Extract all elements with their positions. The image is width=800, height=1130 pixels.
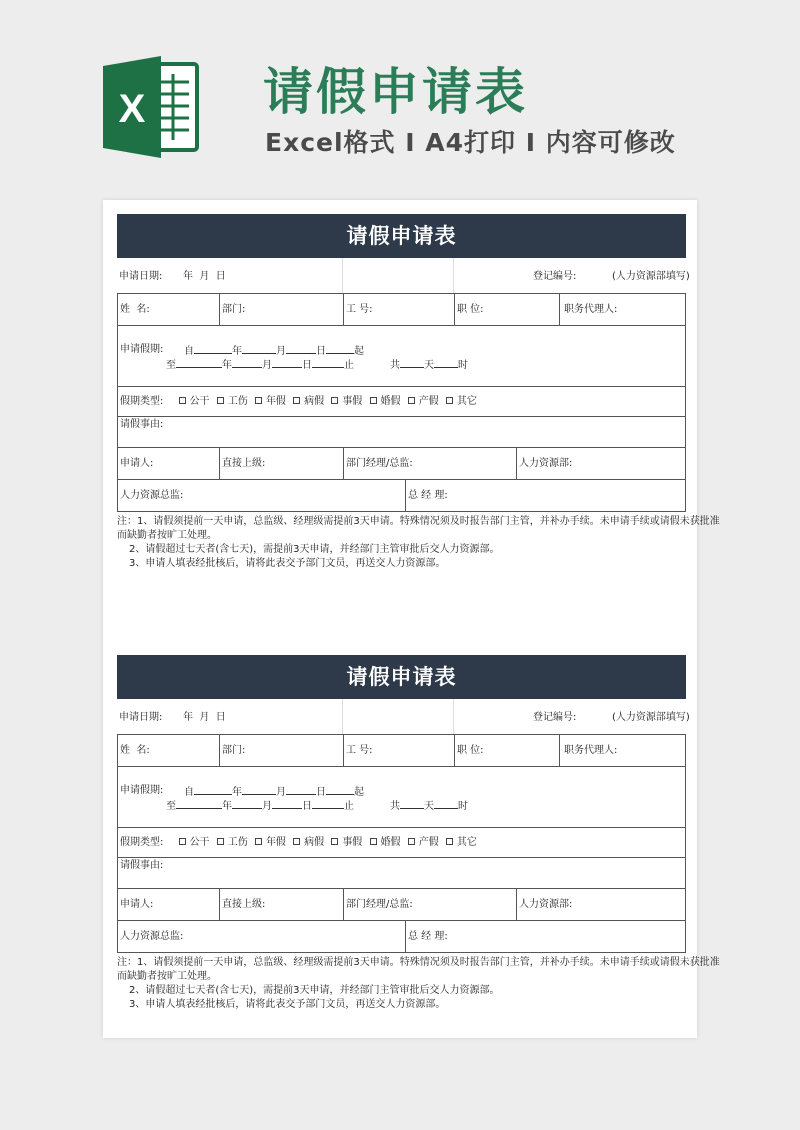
reg-label: 登记编号: [533, 712, 577, 723]
period-row [117, 326, 686, 387]
hr-field[interactable]: 人力资源部: [519, 458, 573, 469]
signature-row [117, 448, 686, 480]
hr-director-field[interactable]: 人力资源总监: [120, 490, 184, 501]
agent-field[interactable]: 职务代理人: [564, 745, 618, 756]
supervisor-field[interactable]: 直接上级: [222, 899, 266, 910]
page-title: 请假申请表 [263, 63, 528, 121]
gm-field[interactable]: 总 经 理: [408, 931, 448, 942]
reason-field[interactable]: 请假事由: [120, 860, 164, 871]
leave-type-row [117, 828, 686, 858]
supervisor-field[interactable]: 直接上级: [222, 458, 266, 469]
checkbox[interactable] [370, 838, 377, 845]
leave-form-1 [117, 214, 720, 571]
empno-field[interactable]: 工 号: [346, 745, 373, 756]
date-label: 申请日期: [119, 271, 163, 282]
period-end[interactable]: 至 年 月 日 止 [166, 801, 354, 812]
period-start[interactable]: 自 年 月 日 起 [184, 787, 364, 798]
note-line: 而缺勤者按旷工处理。 [117, 971, 217, 982]
checkbox[interactable] [331, 838, 338, 845]
checkbox[interactable] [446, 838, 453, 845]
leave-type-options: 假期类型: 公干 工伤 年假 病假 事假 婚假 产假 其它 [120, 396, 477, 407]
date-row [117, 699, 690, 735]
excel-logo-icon [103, 52, 199, 162]
date-value[interactable]: 年 月 日 [183, 712, 226, 723]
period-total[interactable]: 共 天 时 [390, 360, 468, 371]
leave-type-label: 假期类型: [120, 396, 164, 407]
empno-field[interactable]: 工 号: [346, 304, 373, 315]
manager-field[interactable]: 部门经理/总监: [346, 458, 413, 469]
dept-field[interactable]: 部门: [222, 304, 246, 315]
reg-note: (人力资源部填写) [612, 271, 690, 282]
gm-field[interactable]: 总 经 理: [408, 490, 448, 501]
checkbox[interactable] [255, 838, 262, 845]
checkbox[interactable] [408, 838, 415, 845]
checkbox[interactable] [179, 838, 186, 845]
reason-row [117, 858, 686, 889]
leave-form-2 [117, 655, 720, 1012]
period-total[interactable]: 共 天 时 [390, 801, 468, 812]
dept-field[interactable]: 部门: [222, 745, 246, 756]
manager-field[interactable]: 部门经理/总监: [346, 899, 413, 910]
document-paper [103, 200, 720, 1038]
hr-field[interactable]: 人力资源部: [519, 899, 573, 910]
note-line: 而缺勤者按旷工处理。 [117, 530, 217, 541]
notes [117, 512, 720, 571]
period-row [117, 767, 686, 828]
period-label: 申请假期: [120, 785, 164, 796]
hr-director-field[interactable]: 人力资源总监: [120, 931, 184, 942]
checkbox[interactable] [370, 397, 377, 404]
leave-type-row [117, 387, 686, 417]
checkbox[interactable] [255, 397, 262, 404]
period-label: 申请假期: [120, 344, 164, 355]
date-value[interactable]: 年 月 日 [183, 271, 226, 282]
applicant-field[interactable]: 申请人: [120, 458, 154, 469]
name-row [117, 735, 686, 767]
logo-letter: X [118, 87, 146, 131]
name-field[interactable]: 姓 名: [120, 745, 150, 756]
note-line: 3、申请人填表经批核后，请将此表交予部门文员，再送交人力资源部。 [129, 999, 446, 1010]
agent-field[interactable]: 职务代理人: [564, 304, 618, 315]
position-field[interactable]: 职 位: [457, 745, 484, 756]
note-line: 3、申请人填表经批核后，请将此表交予部门文员，再送交人力资源部。 [129, 558, 446, 569]
form-title: 请假申请表 [117, 214, 686, 258]
approval-row [117, 480, 686, 512]
period-start[interactable]: 自 年 月 日 起 [184, 346, 364, 357]
checkbox[interactable] [179, 397, 186, 404]
name-field[interactable]: 姓 名: [120, 304, 150, 315]
notes [117, 953, 720, 1012]
note-line: 2、请假超过七天者(含七天)，需提前3天申请，并经部门主管审批后交人力资源部。 [129, 544, 500, 555]
leave-type-label: 假期类型: [120, 837, 164, 848]
reason-field[interactable]: 请假事由: [120, 419, 164, 430]
checkbox[interactable] [446, 397, 453, 404]
name-row [117, 294, 686, 326]
reason-row [117, 417, 686, 448]
checkbox[interactable] [293, 838, 300, 845]
page-subtitle: Excel格式 Ⅰ A4打印 Ⅰ 内容可修改 [265, 128, 676, 157]
date-row [117, 258, 690, 294]
reg-note: (人力资源部填写) [612, 712, 690, 723]
period-end[interactable]: 至 年 月 日 止 [166, 360, 354, 371]
leave-type-options: 假期类型: 公干 工伤 年假 病假 事假 婚假 产假 其它 [120, 837, 477, 848]
form-title: 请假申请表 [117, 655, 686, 699]
checkbox[interactable] [217, 397, 224, 404]
note-line: 注：1、请假须提前一天申请，总监级、经理级需提前3天申请。特殊情况须及时报告部门主管，并补办手续。未申请手续或请假未获批准 [117, 957, 720, 968]
reg-label: 登记编号: [533, 271, 577, 282]
position-field[interactable]: 职 位: [457, 304, 484, 315]
checkbox[interactable] [408, 397, 415, 404]
page-header [0, 0, 800, 190]
checkbox[interactable] [293, 397, 300, 404]
note-line: 2、请假超过七天者(含七天)，需提前3天申请，并经部门主管审批后交人力资源部。 [129, 985, 500, 996]
applicant-field[interactable]: 申请人: [120, 899, 154, 910]
signature-row [117, 889, 686, 921]
date-label: 申请日期: [119, 712, 163, 723]
approval-row [117, 921, 686, 953]
checkbox[interactable] [331, 397, 338, 404]
note-line: 注：1、请假须提前一天申请，总监级、经理级需提前3天申请。特殊情况须及时报告部门主管，并补办手续。未申请手续或请假未获批准 [117, 516, 720, 527]
checkbox[interactable] [217, 838, 224, 845]
